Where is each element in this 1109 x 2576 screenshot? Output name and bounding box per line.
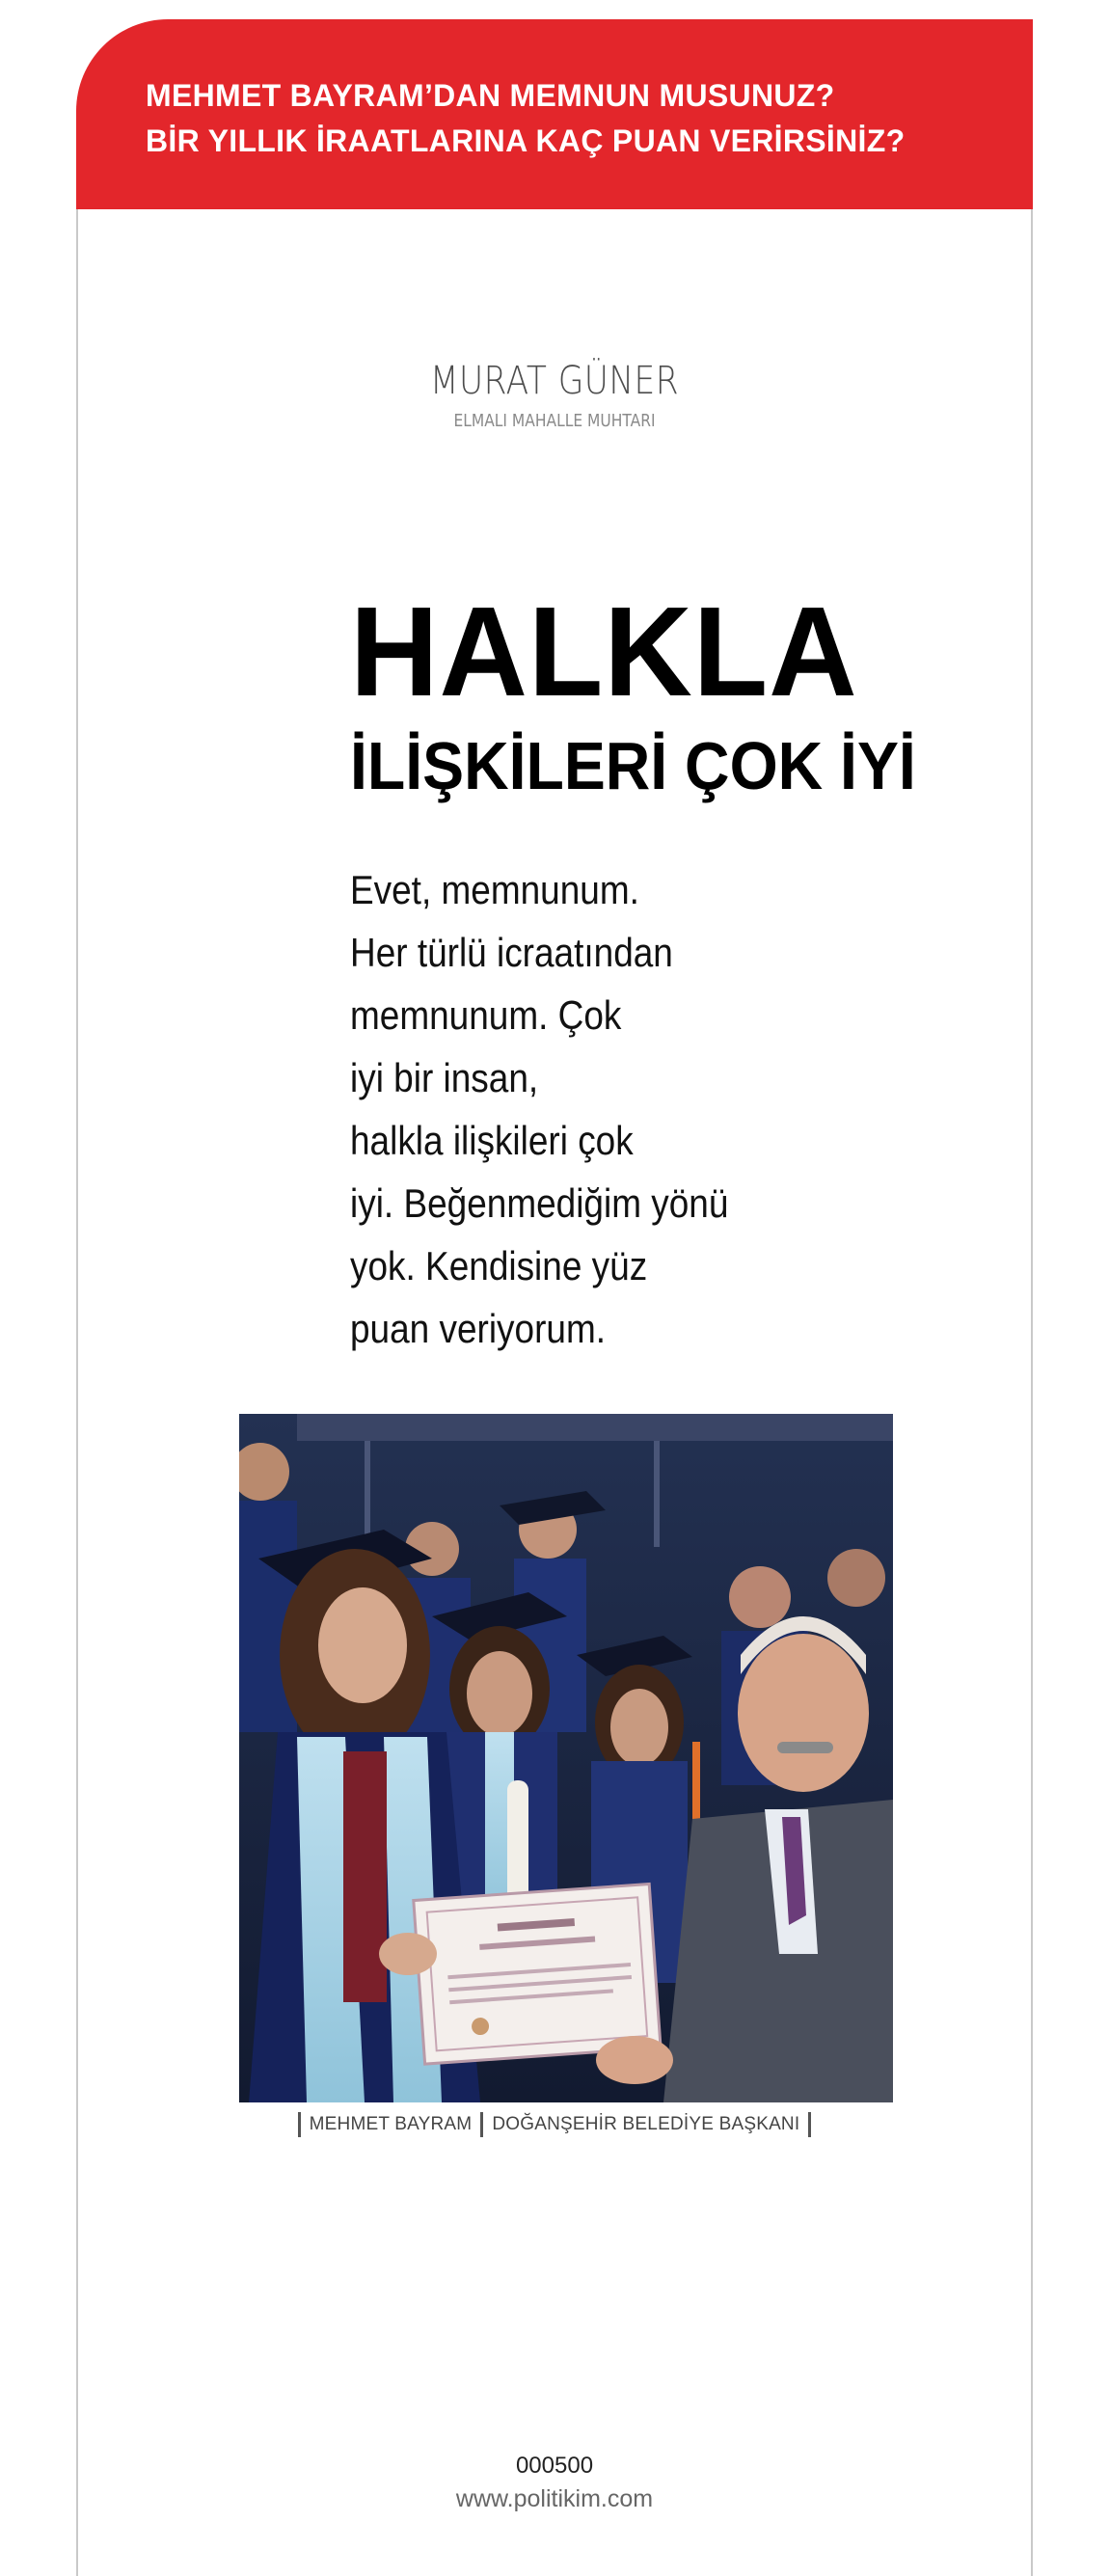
answer-line: iyi. Beğenmediğim yönü (350, 1180, 729, 1226)
banner-question-line-1: MEHMET BAYRAM’DAN MEMNUN MUSUNUZ? (146, 78, 835, 113)
caption-divider (808, 2112, 811, 2137)
respondent-block (0, 357, 1109, 434)
question-banner (76, 19, 1033, 209)
respondent-title: ELMALI MAHALLE MUHTARI (453, 411, 656, 431)
answer-line: yok. Kendisine yüz (350, 1243, 648, 1288)
caption-person-name: MEHMET BAYRAM (309, 2114, 473, 2134)
footer (0, 2450, 1109, 2515)
headline (350, 581, 965, 804)
headline-sub: İLİŞKİLERİ ÇOK İYİ (350, 728, 916, 803)
photo-caption (0, 2112, 1109, 2137)
frame-left-border (76, 193, 78, 2576)
answer-line: memnunum. Çok (350, 992, 622, 1038)
caption-divider (480, 2112, 483, 2137)
caption-divider (298, 2112, 301, 2137)
answer-line: Evet, memnunum. (350, 867, 639, 912)
footer-website[interactable]: www.politikim.com (455, 2485, 654, 2512)
answer-line: Her türlü icraatından (350, 930, 673, 975)
answer-line: puan veriyorum. (350, 1306, 607, 1351)
headline-main: HALKLA (350, 581, 858, 722)
frame-right-border (1031, 193, 1033, 2576)
caption-person-role: DOĞANŞEHİR BELEDİYE BAŞKANI (492, 2114, 800, 2134)
answer-line: iyi bir insan, (350, 1055, 539, 1100)
graduation-photo (239, 1414, 893, 2102)
answer-line: halkla ilişkileri çok (350, 1118, 634, 1163)
banner-question-line-2: BİR YILLIK İRAATLARINA KAÇ PUAN VERİRSİNİZ? (146, 123, 906, 158)
respondent-name: MURAT GÜNER (429, 359, 680, 403)
footer-code: 000500 (515, 2453, 594, 2479)
answer-text (350, 858, 890, 1360)
graduation-photo-illustration (239, 1414, 893, 2102)
